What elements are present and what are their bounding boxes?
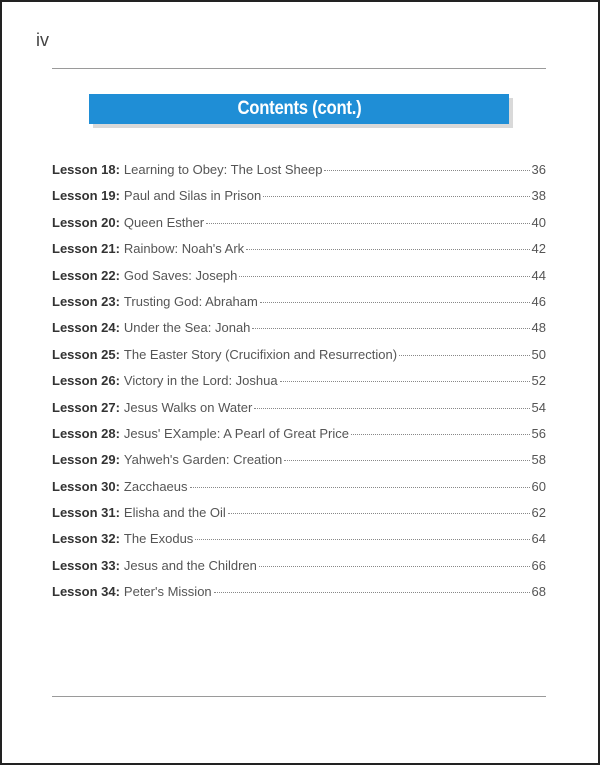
lesson-title: Zacchaeus bbox=[123, 478, 188, 494]
toc-entry[interactable] bbox=[52, 188, 546, 214]
toc-entry[interactable] bbox=[52, 505, 546, 531]
lesson-label: Lesson 24: bbox=[52, 320, 120, 336]
page-reference: 42 bbox=[531, 241, 546, 257]
page-reference: 66 bbox=[531, 557, 546, 573]
page-reference: 36 bbox=[531, 162, 546, 177]
lesson-label: Lesson 31: bbox=[52, 505, 120, 521]
lesson-label: Lesson 32: bbox=[52, 531, 120, 547]
top-rule bbox=[52, 68, 546, 69]
dot-leader bbox=[259, 566, 530, 567]
bottom-rule bbox=[52, 696, 546, 697]
dot-leader bbox=[252, 328, 529, 329]
page-reference: 54 bbox=[531, 399, 546, 415]
contents-title: Contents (cont.) bbox=[237, 98, 361, 119]
dot-leader bbox=[239, 276, 529, 277]
page-number: iv bbox=[36, 30, 49, 50]
dot-leader bbox=[206, 223, 529, 224]
contents-banner bbox=[89, 94, 509, 124]
lesson-title: Trusting God: Abraham bbox=[123, 293, 258, 309]
dot-leader bbox=[263, 196, 529, 197]
page-reference: 58 bbox=[531, 452, 546, 468]
page-reference: 56 bbox=[531, 425, 546, 441]
lesson-title: God Saves: Joseph bbox=[123, 267, 238, 283]
dot-leader bbox=[399, 355, 530, 356]
lesson-title: Paul and Silas in Prison bbox=[123, 188, 262, 204]
dot-leader bbox=[246, 249, 529, 250]
lesson-label: Lesson 27: bbox=[52, 399, 120, 415]
dot-leader bbox=[228, 513, 530, 514]
lesson-label: Lesson 29: bbox=[52, 452, 120, 468]
toc-entry[interactable] bbox=[52, 400, 546, 426]
lesson-title: Queen Esther bbox=[123, 214, 205, 230]
toc-entry[interactable] bbox=[52, 241, 546, 267]
page-reference: 64 bbox=[531, 531, 546, 547]
toc-entry[interactable] bbox=[52, 558, 546, 584]
lesson-label: Lesson 22: bbox=[52, 267, 120, 283]
lesson-title: Peter's Mission bbox=[123, 584, 212, 600]
lesson-title: Jesus' EXample: A Pearl of Great Price bbox=[123, 425, 349, 441]
dot-leader bbox=[260, 302, 530, 303]
toc-entry[interactable] bbox=[52, 373, 546, 399]
toc-entry[interactable] bbox=[52, 452, 546, 478]
page-reference: 48 bbox=[531, 320, 546, 336]
dot-leader bbox=[284, 460, 529, 461]
dot-leader bbox=[195, 539, 529, 540]
page-reference: 40 bbox=[531, 214, 546, 230]
toc-entry[interactable] bbox=[52, 479, 546, 505]
page-reference: 46 bbox=[531, 293, 546, 309]
lesson-title: Yahweh's Garden: Creation bbox=[123, 452, 283, 468]
lesson-title: The Easter Story (Crucifixion and Resurrection) bbox=[123, 346, 398, 362]
lesson-title: Rainbow: Noah's Ark bbox=[123, 241, 245, 257]
lesson-title: Under the Sea: Jonah bbox=[123, 320, 251, 336]
toc-entry[interactable] bbox=[52, 215, 546, 241]
lesson-title: Learning to Obey: The Lost Sheep bbox=[123, 162, 323, 177]
lesson-label: Lesson 28: bbox=[52, 425, 120, 441]
toc-entry[interactable] bbox=[52, 294, 546, 320]
page-reference: 60 bbox=[531, 478, 546, 494]
dot-leader bbox=[214, 592, 530, 593]
lesson-label: Lesson 30: bbox=[52, 478, 120, 494]
table-of-contents bbox=[52, 162, 546, 611]
dot-leader bbox=[351, 434, 530, 435]
lesson-title: Jesus Walks on Water bbox=[123, 399, 253, 415]
page-reference: 44 bbox=[531, 267, 546, 283]
dot-leader bbox=[254, 408, 529, 409]
page-reference: 62 bbox=[531, 505, 546, 521]
toc-entry[interactable] bbox=[52, 584, 546, 610]
lesson-label: Lesson 21: bbox=[52, 241, 120, 257]
page-reference: 50 bbox=[531, 346, 546, 362]
toc-entry[interactable] bbox=[52, 320, 546, 346]
toc-entry[interactable] bbox=[52, 531, 546, 557]
toc-entry[interactable] bbox=[52, 426, 546, 452]
lesson-label: Lesson 18: bbox=[52, 162, 120, 177]
lesson-title: Elisha and the Oil bbox=[123, 505, 226, 521]
page-reference: 68 bbox=[531, 584, 546, 600]
dot-leader bbox=[280, 381, 530, 382]
dot-leader bbox=[190, 487, 530, 488]
toc-entry[interactable] bbox=[52, 347, 546, 373]
lesson-label: Lesson 26: bbox=[52, 373, 120, 389]
lesson-label: Lesson 25: bbox=[52, 346, 120, 362]
lesson-label: Lesson 20: bbox=[52, 214, 120, 230]
lesson-label: Lesson 34: bbox=[52, 584, 120, 600]
lesson-label: Lesson 19: bbox=[52, 188, 120, 204]
toc-entry[interactable] bbox=[52, 268, 546, 294]
page-reference: 52 bbox=[531, 373, 546, 389]
page-reference: 38 bbox=[531, 188, 546, 204]
lesson-label: Lesson 33: bbox=[52, 557, 120, 573]
dot-leader bbox=[324, 170, 529, 171]
lesson-label: Lesson 23: bbox=[52, 293, 120, 309]
lesson-title: Jesus and the Children bbox=[123, 557, 257, 573]
lesson-title: Victory in the Lord: Joshua bbox=[123, 373, 278, 389]
lesson-title: The Exodus bbox=[123, 531, 194, 547]
toc-entry[interactable] bbox=[52, 162, 546, 188]
